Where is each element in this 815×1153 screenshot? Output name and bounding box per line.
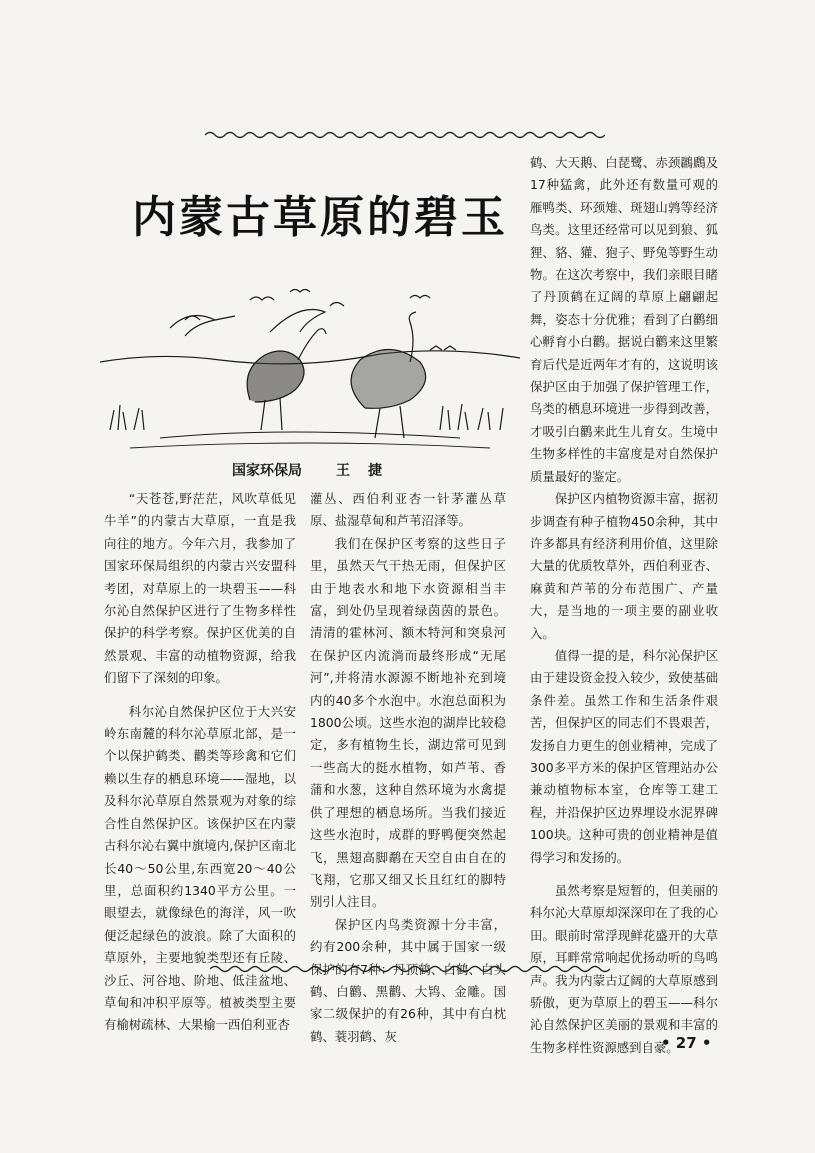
- column-1: [104, 488, 296, 1037]
- paragraph: 保护区内植物资源丰富，据初步调查有种子植物450余种，其中许多都具有经济利用价值，这里除大量的优质牧草外，西伯利亚杏、麻黄和芦苇的分布范围广、产量大，是当地的一项主要的副业收入。: [530, 491, 718, 641]
- paragraph: “天苍苍,野茫茫，风吹草低见牛羊”的内蒙古大草原，一直是我向往的地方。今年六月，我参加了国家环保局组织的内蒙古兴安盟科考团，对草原上的一块碧玉——科尔沁自然保护区进行了生物多样性保护的科学考察。保护区优美的自然景观、丰富的动植物资源，给我们留下了深刻的印象。: [104, 491, 296, 686]
- cranes-in-wetland-icon: [100, 280, 520, 455]
- paragraph: 科尔沁自然保护区位于大兴安岭东南麓的科尔沁草原北部，是一个以保护鹤类、鹳类等珍禽和它们赖以生存的栖息环境——湿地，以及科尔沁草原自然景观为对象的综合性自然保护区。该保护区在内蒙古科尔沁右翼中旗境内,保护区南北长40～50公里,东西宽20～40公里，总面积约1340平方公里。一眼望去，就像绿色的海洋，风一吹便泛起绿色的波浪。除了大面积的草原外，主要地貌类型还有丘陵、沙丘、河谷地、阶地、低洼盆地、草甸和冲积平原等。植被类型主要有榆树疏林、大果榆一西伯利亚杏: [104, 703, 296, 1033]
- paragraph: 值得一提的是，科尔沁保护区由于建设资金投入较少，致使基础条件差。虽然工作和生活条件艰苦，但保护区的同志们不畏艰苦，发扬自力更生的创业精神，完成了300多平方米的保护区管理站办公兼动植物标本室，仓库等工建工程，并沿保护区边界埋设水泥界碑100块。这种可贵的创业精神是值得学习和发扬的。: [530, 647, 718, 865]
- byline: [232, 460, 400, 480]
- top-wavy-rule: [205, 128, 605, 142]
- paragraph: 虽然考察是短暂的，但美丽的科尔沁大草原却深深印在了我的心田。眼前时常浮现鲜花盛开的大草原，耳畔常常响起优扬动听的鸟鸣声。我为内蒙古辽阔的大草原感到骄傲，更为草原上的碧玉——科尔沁自然保护区美丽的景观和丰富的生物多样性资源感到自豪。: [530, 883, 718, 1055]
- paragraph: 灌丛、西伯利亚杏一针茅灌丛草原、盐湿草甸和芦苇沼泽等。: [310, 491, 506, 529]
- bottom-wavy-rule: [210, 962, 610, 976]
- column-3: [530, 152, 718, 1059]
- paragraph: 保护区内鸟类资源十分丰富，约有200余种，其中属于国家一级保护的有7种：丹顶鹤、白鹤、白头鹤、白鹳、黑鹳、大鸨、金雕。国家二级保护的有26种，其中有白枕鹤、蓑羽鹤、灰: [310, 916, 506, 1044]
- article-title: 内蒙古草原的碧玉: [132, 192, 508, 244]
- byline-author: 王捷: [336, 463, 400, 479]
- paragraph: 鹤、大天鹅、白琵鹭、赤颈鸊鷉及17种猛禽，此外还有数量可观的雁鸭类、环颈雉、斑翅山鹑等经济鸟类。这里还经常可以见到狼、狐狸、貉、獾、狍子、野兔等野生动物。在这次考察中，我们亲眼目睹了丹顶鹤在辽阔的草原上翩翩起舞，姿态十分优雅；看到了白鹳细心孵育小白鹳。据说白鹳来这里繁育后代是近两年才有的，这说明该保护区由于加强了保护管理工作，鸟类的栖息环境进一步得到改善，才吸引白鹳来此生儿育女。生境中生物多样性的丰富度是对自然保护质量最好的鉴定。: [530, 155, 718, 484]
- paragraph: 我们在保护区考察的这些日子里，虽然天气干热无雨，但保护区由于地表水和地下水资源相当丰富，到处仍呈现着绿茵茵的景色。清清的霍林河、额木特河和突泉河在保护区内流淌而最终形成“无尾河”,并将清水源源不断地补充到境内的40多个水泡中。水泡总面积为1800公顷。这些水泡的湖岸比较稳定，多有植物生长，湖边常可见到一些高大的挺水植物，如芦苇、香蒲和水葱，这种自然环境为水禽提供了理想的栖息场所。当我们接近这些水泡时，成群的野鸭便突然起飞，黑翅高脚鹬在天空自由自在的飞翔，它那又细又长且红红的脚特别引人注目。: [310, 535, 506, 910]
- byline-org: 国家环保局: [232, 463, 302, 479]
- page-number: • 27 •: [661, 1034, 712, 1052]
